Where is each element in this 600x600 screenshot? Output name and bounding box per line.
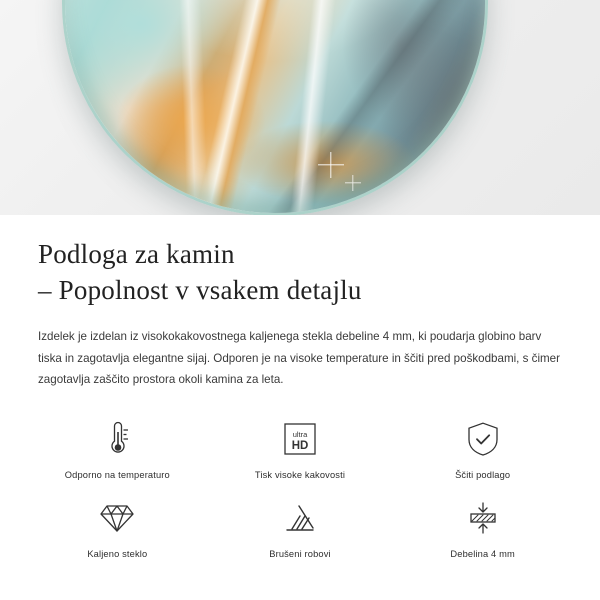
thermometer-icon xyxy=(102,417,132,461)
feature-label: Kaljeno steklo xyxy=(87,548,148,559)
content-block xyxy=(0,215,600,391)
feature-label: Brušeni robovi xyxy=(269,548,331,559)
glass-plate-product-image xyxy=(62,0,488,215)
feature-label: Tisk visoke kakovosti xyxy=(254,469,346,480)
page-title-line-1: Podloga za kamin xyxy=(38,239,235,269)
feature-grid xyxy=(0,417,600,559)
feature-item-print-quality xyxy=(212,417,387,480)
hero-image xyxy=(0,0,600,215)
polished-edges-icon xyxy=(283,496,317,540)
feature-item-protects-surface xyxy=(395,417,570,480)
feature-item-temperature xyxy=(30,417,205,480)
svg-text:ultra: ultra xyxy=(292,429,308,439)
page-title-line-2: – Popolnost v vsakem detajlu xyxy=(38,274,362,305)
feature-label: Odporno na temperaturo xyxy=(64,469,170,480)
feature-item-tempered-glass xyxy=(30,496,205,559)
shield-check-icon xyxy=(466,417,500,461)
ultra-hd-icon xyxy=(282,417,318,461)
feature-label: Ščiti podlago xyxy=(455,469,511,480)
page-title xyxy=(38,237,562,308)
feature-label: Debelina 4 mm xyxy=(450,548,515,559)
feature-item-polished-edges xyxy=(212,496,387,559)
svg-text:HD: HD xyxy=(291,439,309,452)
product-description: Izdelek je izdelan iz visokokakovostnega kaljenega stekla debeline 4 mm, ki poudarja globino barv tiska in zagotavlja elegantne sijaj. Odporen je na visoke temperature in ščiti pred poškodbami, s čimer zagotavlja zaščito prostora okoli kamina za leta. xyxy=(38,330,560,387)
diamond-icon xyxy=(99,496,135,540)
thickness-arrows-icon xyxy=(465,496,501,540)
feature-item-thickness xyxy=(395,496,570,559)
